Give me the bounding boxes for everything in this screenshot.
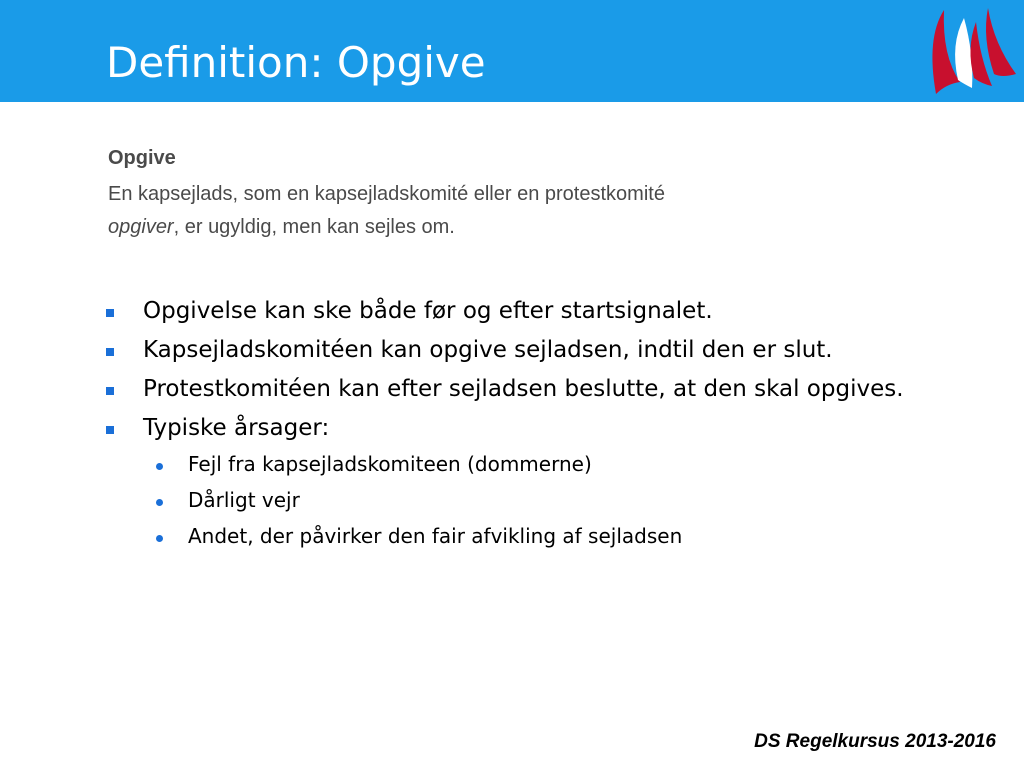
round-bullet-icon: [156, 499, 163, 506]
sub-bullet-list: [143, 447, 960, 554]
round-bullet-icon: [156, 535, 163, 542]
bullet-text: Kapsejladskomitéen kan opgive sejladsen, indtil den er slut.: [143, 337, 833, 363]
bullet-text: Protestkomitéen kan efter sejladsen beslutte, at den skal opgives.: [143, 376, 904, 402]
sailboat-logo-icon: [922, 4, 1018, 98]
bullet-item: [100, 294, 960, 329]
bullet-text: Typiske årsager:: [143, 415, 330, 441]
sub-bullet-text: Dårligt vejr: [188, 488, 300, 512]
round-bullet-icon: [156, 463, 163, 470]
definition-line-1: En kapsejlads, som en kapsejladskomité eller en protestkomité: [108, 183, 665, 205]
square-bullet-icon: [106, 387, 114, 395]
definition-text: [108, 178, 808, 244]
sub-bullet-item: [143, 519, 960, 554]
sub-bullet-item: [143, 447, 960, 482]
definition-line-2: [108, 211, 808, 244]
sub-bullet-text: Andet, der påvirker den fair afvikling af sejladsen: [188, 524, 683, 548]
definition-italic-word: opgiver: [108, 216, 174, 238]
bullet-item: [100, 411, 960, 554]
slide-title: Definition: Opgive: [106, 38, 486, 87]
footer-text: DS Regelkursus 2013-2016: [754, 731, 996, 752]
bullet-item: [100, 372, 960, 407]
sub-bullet-item: [143, 483, 960, 518]
definition-line-2-rest: , er ugyldig, men kan sejles om.: [173, 216, 455, 238]
bullet-list: [100, 294, 960, 558]
square-bullet-icon: [106, 426, 114, 434]
bullet-text: Opgivelse kan ske både før og efter startsignalet.: [143, 298, 713, 324]
title-bar: [0, 0, 1024, 102]
bullet-item: [100, 333, 960, 368]
square-bullet-icon: [106, 348, 114, 356]
sub-bullet-text: Fejl fra kapsejladskomiteen (dommerne): [188, 452, 592, 476]
definition-excerpt: [108, 146, 808, 244]
square-bullet-icon: [106, 309, 114, 317]
definition-term: Opgive: [108, 147, 176, 169]
